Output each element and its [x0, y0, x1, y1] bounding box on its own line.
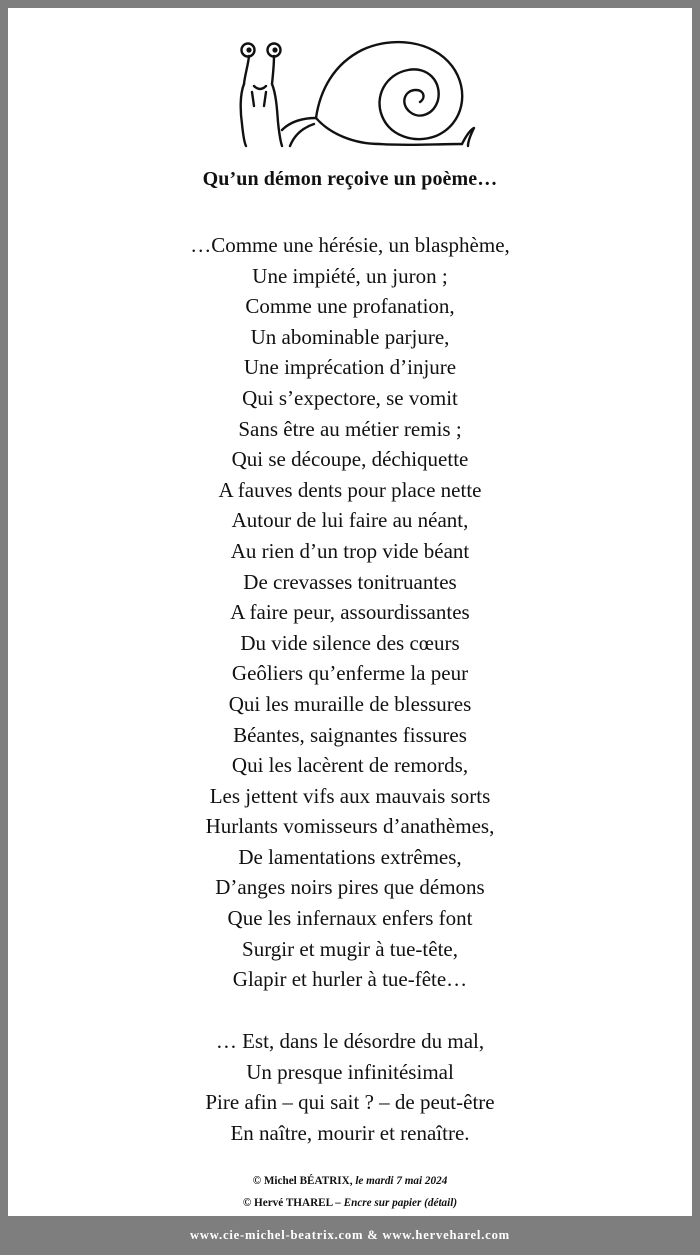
credits [8, 1170, 692, 1214]
poem-line: Pire afin – qui sait ? – de peut-être [205, 1090, 495, 1115]
poem-date: le mardi 7 mai 2024 [355, 1175, 448, 1187]
poem-line: Un abominable parjure, [250, 324, 450, 349]
website-footer[interactable]: www.cie-michel-beatrix.com & www.herveharel.com [190, 1228, 510, 1242]
poem-sheet [8, 8, 692, 1216]
artist-credit [8, 1192, 692, 1214]
poem-line: Hurlants vomisseurs d’anathèmes, [205, 814, 495, 839]
poem-line: Autour de lui faire au néant, [231, 508, 469, 533]
poem-line: Au rien d’un trop vide béant [230, 538, 470, 563]
poem-line: …Comme une hérésie, un blasphème, [190, 233, 510, 257]
artwork-note: – Encre sur papier (détail) [335, 1197, 458, 1209]
poem-line: Surgir et mugir à tue-tête, [242, 936, 458, 961]
snail-drawing [230, 32, 480, 148]
poem-line: En naître, mourir et renaître. [230, 1120, 470, 1145]
poem-line: Qui s’expectore, se vomit [242, 385, 458, 410]
poem-line: D’anges noirs pires que démons [215, 875, 485, 900]
poem-line: Qui les muraille de blessures [228, 691, 472, 716]
poem-line: Les jettent vifs aux mauvais sorts [209, 783, 491, 808]
poem-line: De lamentations extrêmes, [238, 844, 462, 869]
poem-line: A faire peur, assourdissantes [230, 600, 470, 625]
poem-line: Qui se découpe, déchiquette [231, 447, 469, 472]
poem-line: Geôliers qu’enferme la peur [231, 661, 469, 686]
poem-line: Une impiété, un juron ; [252, 263, 448, 288]
poem-line: Qui les lacèrent de remords, [231, 753, 469, 778]
stanza-2 [8, 1026, 692, 1148]
poem-line: Du vide silence des cœurs [240, 630, 460, 655]
artist-name: © Hervé THAREL [242, 1197, 333, 1209]
author-credit [8, 1170, 692, 1192]
poem-line: Un presque infinitésimal [246, 1059, 454, 1084]
poem-line: Glapir et hurler à tue-fête… [232, 967, 468, 992]
poem-line: Sans être au métier remis ; [238, 416, 462, 441]
poem-line: … Est, dans le désordre du mal, [215, 1029, 485, 1053]
poem-line: De crevasses tonitruantes [243, 569, 457, 594]
author-name: © Michel BÉATRIX, [252, 1175, 353, 1187]
poem-line: Comme une profanation, [245, 294, 455, 319]
poem-title: Qu’un démon reçoive un poème… [202, 168, 498, 190]
poem-line: Une imprécation d’injure [243, 355, 457, 380]
stanza-1 [8, 230, 692, 995]
poem-line: Que les infernaux enfers font [227, 906, 473, 931]
poem-line: A fauves dents pour place nette [218, 477, 482, 502]
poem-line: Béantes, saignantes fissures [233, 722, 467, 747]
